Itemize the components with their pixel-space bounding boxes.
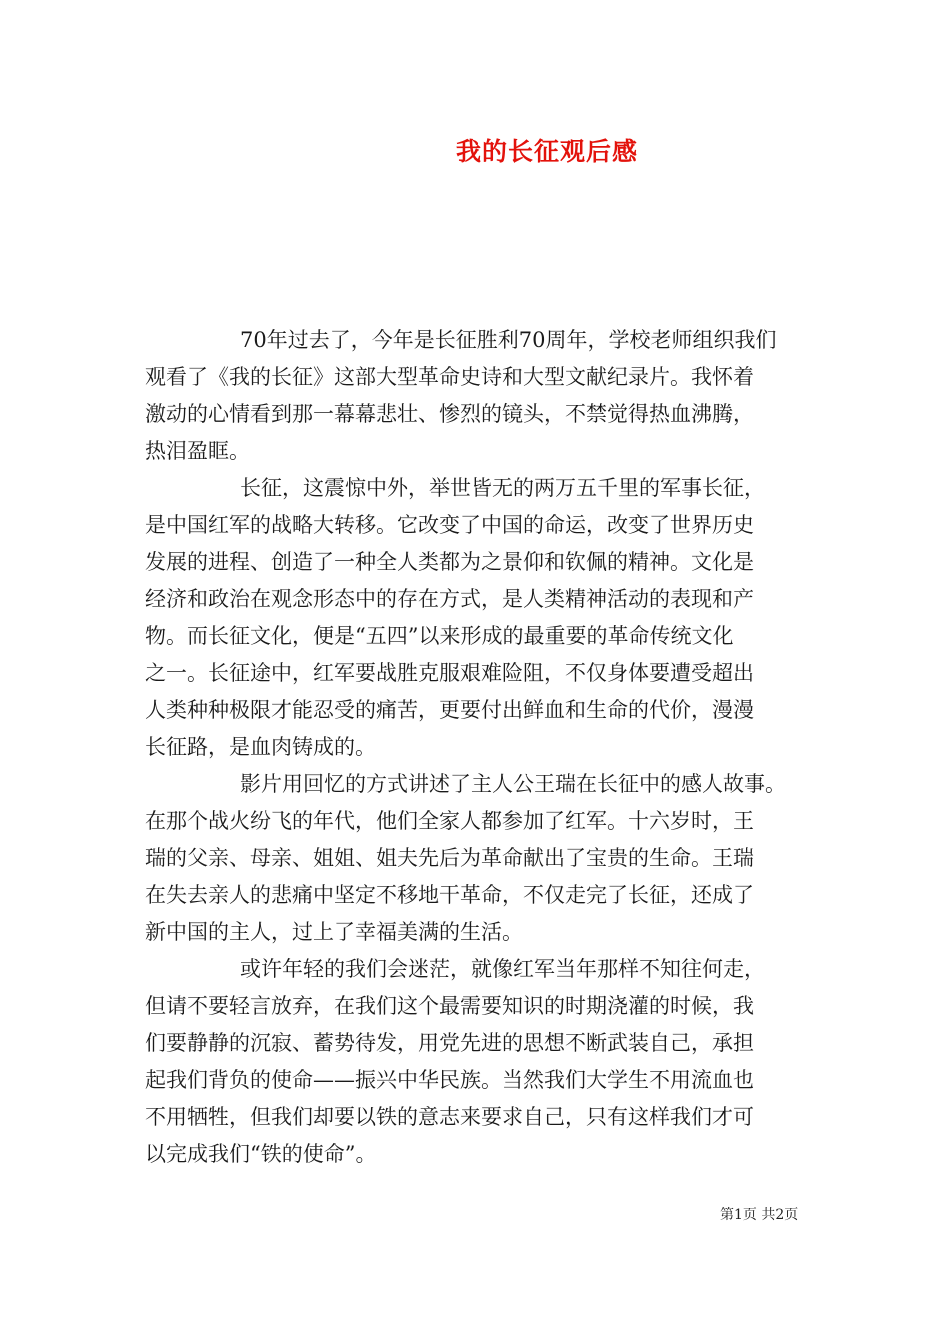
paragraph-line: 70年过去了，今年是长征胜利70周年，学校老师组织我们 <box>240 328 777 352</box>
paragraph-line: 在失去亲人的悲痛中坚定不移地干革命，不仅走完了长征，还成了 <box>145 883 754 907</box>
paragraph-line: 热泪盈眶。 <box>145 439 250 463</box>
paragraph-line: 激动的心情看到那一幕幕悲壮、惨烈的镜头，不禁觉得热血沸腾， <box>145 402 754 426</box>
paragraph-line: 长征，这震惊中外，举世皆无的两万五千里的军事长征， <box>240 476 765 500</box>
paragraph-line: 之一。长征途中，红军要战胜克服艰难险阻，不仅身体要遭受超出 <box>145 661 754 685</box>
paragraph-line: 或许年轻的我们会迷茫，就像红军当年那样不知往何走， <box>240 957 765 981</box>
paragraph-line: 观看了《我的长征》这部大型革命史诗和大型文献纪录片。我怀着 <box>145 365 754 389</box>
paragraph-2 <box>145 470 825 766</box>
document-body <box>145 322 825 1173</box>
paragraph-line: 长征路，是血肉铸成的。 <box>145 735 376 759</box>
paragraph-4 <box>145 951 825 1173</box>
paragraph-line: 发展的进程、创造了一种全人类都为之景仰和钦佩的精神。文化是 <box>145 550 754 574</box>
paragraph-line: 以完成我们“铁的使命”。 <box>145 1142 377 1166</box>
paragraph-line: 是中国红军的战略大转移。它改变了中国的命运，改变了世界历史 <box>145 513 754 537</box>
paragraph-1 <box>145 322 825 470</box>
paragraph-line: 但请不要轻言放弃，在我们这个最需要知识的时期浇灌的时候，我 <box>145 994 754 1018</box>
document-title: 我的长征观后感 <box>455 137 638 166</box>
paragraph-line: 新中国的主人，过上了幸福美满的生活。 <box>145 920 523 944</box>
paragraph-line: 物。而长征文化，便是“五四”以来形成的最重要的革命传统文化 <box>145 624 734 648</box>
paragraph-line: 不用牺牲，但我们却要以铁的意志来要求自己，只有这样我们才可 <box>145 1105 754 1129</box>
paragraph-line: 在那个战火纷飞的年代，他们全家人都参加了红军。十六岁时，王 <box>145 809 754 833</box>
paragraph-line: 人类种种极限才能忍受的痛苦，更要付出鲜血和生命的代价，漫漫 <box>145 698 754 722</box>
paragraph-line: 起我们背负的使命——振兴中华民族。当然我们大学生不用流血也 <box>145 1068 754 1092</box>
paragraph-line: 们要静静的沉寂、蓄势待发，用党先进的思想不断武装自己，承担 <box>145 1031 754 1055</box>
paragraph-line: 瑞的父亲、母亲、姐姐、姐夫先后为革命献出了宝贵的生命。王瑞 <box>145 846 754 870</box>
paragraph-line: 经济和政治在观念形态中的存在方式，是人类精神活动的表现和产 <box>145 587 754 611</box>
paragraph-3 <box>145 766 825 951</box>
page-number-footer: 第1页 共2页 <box>720 1207 799 1223</box>
paragraph-line: 影片用回忆的方式讲述了主人公王瑞在长征中的感人故事。 <box>240 772 786 796</box>
